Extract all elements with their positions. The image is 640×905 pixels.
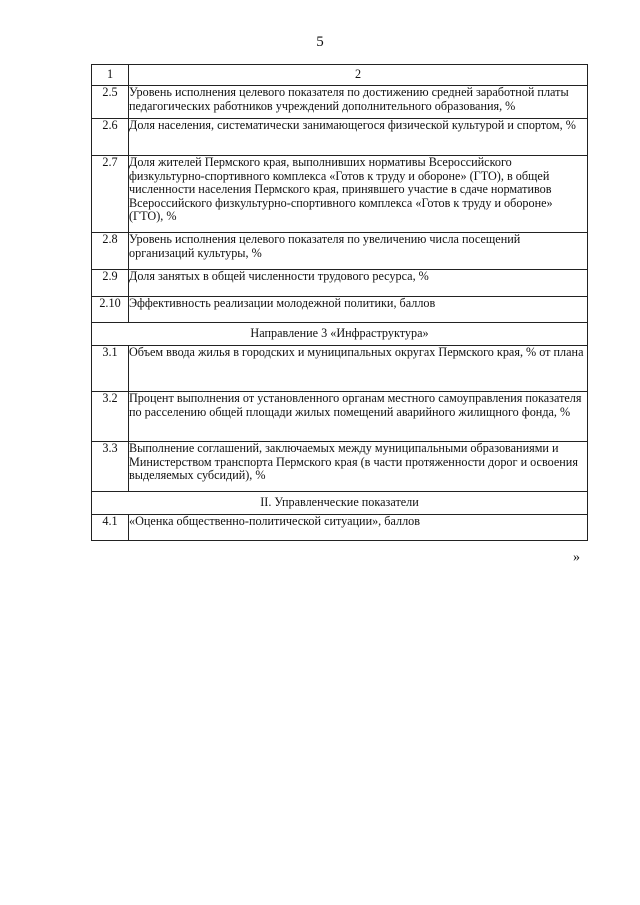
- table-header-row: [92, 65, 588, 86]
- row-number: 2.10: [92, 297, 129, 323]
- table-row: [92, 119, 588, 156]
- section-row: [92, 323, 588, 346]
- table-row: [92, 270, 588, 297]
- header-col-1: 1: [92, 65, 129, 86]
- row-text: Доля населения, систематически занимающегося физической культурой и спортом, %: [129, 119, 588, 156]
- row-text: Эффективность реализации молодежной политики, баллов: [129, 297, 588, 323]
- header-col-2: 2: [129, 65, 588, 86]
- table-row: [92, 233, 588, 270]
- closing-quote: »: [573, 550, 580, 565]
- table-row: [92, 297, 588, 323]
- row-number: 3.1: [92, 346, 129, 392]
- table-row: [92, 442, 588, 492]
- table-row: [92, 156, 588, 233]
- section-row: [92, 492, 588, 515]
- row-number: 2.5: [92, 86, 129, 119]
- row-number: 4.1: [92, 515, 129, 541]
- row-text: Уровень исполнения целевого показателя по увеличению числа посещений организаций культуры, %: [129, 233, 588, 270]
- row-text: «Оценка общественно-политической ситуации», баллов: [129, 515, 588, 541]
- table-row: [92, 392, 588, 442]
- row-number: 2.9: [92, 270, 129, 297]
- row-number: 2.6: [92, 119, 129, 156]
- section-title: II. Управленческие показатели: [92, 492, 588, 515]
- row-text: Доля жителей Пермского края, выполнивших нормативы Всероссийского физкультурно-спортивного комплекса «Готов к труду и обороне» (ГТО), в общей численности населения Пермского края, принявшего участие в сдаче нормативов Всероссийского физкультурно-спортивного комплекса «Готов к труду и обороне» (ГТО), %: [129, 156, 588, 233]
- row-text: Процент выполнения от установленного органам местного самоуправления показателя по расселению общей площади жилых помещений аварийного жилищного фонда, %: [129, 392, 588, 442]
- indicators-table: [91, 64, 588, 541]
- row-number: 2.7: [92, 156, 129, 233]
- row-text: Доля занятых в общей численности трудового ресурса, %: [129, 270, 588, 297]
- row-text: Выполнение соглашений, заключаемых между муниципальными образованиями и Министерством транспорта Пермского края (в части протяженности дорог и освоения выделяемых субсидий), %: [129, 442, 588, 492]
- row-number: 2.8: [92, 233, 129, 270]
- table-row: [92, 346, 588, 392]
- section-title: Направление 3 «Инфраструктура»: [92, 323, 588, 346]
- page-number: 5: [316, 34, 324, 50]
- row-number: 3.3: [92, 442, 129, 492]
- table-row: [92, 515, 588, 541]
- row-text: Уровень исполнения целевого показателя по достижению средней заработной платы педагогических работников учреждений дополнительного образования, %: [129, 86, 588, 119]
- row-number: 3.2: [92, 392, 129, 442]
- table-row: [92, 86, 588, 119]
- row-text: Объем ввода жилья в городских и муниципальных округах Пермского края, % от плана: [129, 346, 588, 392]
